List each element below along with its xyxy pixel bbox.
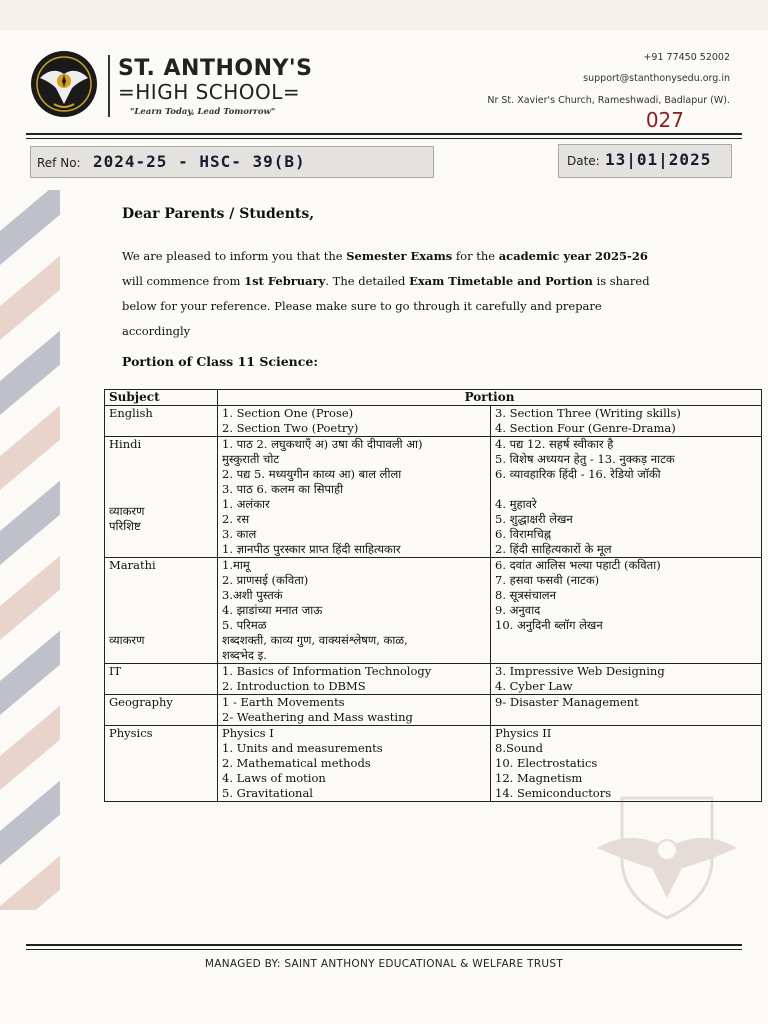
subject-cell: IT: [105, 664, 218, 695]
subject-name: Hindi: [109, 437, 142, 451]
portion-item: 1. Section One (Prose): [222, 406, 354, 420]
portion-item: 4. Cyber Law: [495, 679, 573, 693]
portion-item: 5. विशेष अध्ययन हेतु - 13. नुक्कड़ नाटक: [495, 452, 675, 466]
portion-item: 8.Sound: [495, 741, 543, 755]
portion-item: 2. प्राणसई (कविता): [222, 573, 309, 587]
portion-item: 2. पद्य 5. मध्ययुगीन काव्य आ) बाल लीला: [222, 467, 402, 481]
date-label: Date:: [567, 154, 600, 168]
portion-item: 6. व्यावहारिक हिंदी - 16. रेडियो जॉकी: [495, 467, 661, 481]
table-header-row: [105, 390, 762, 406]
school-tagline: "Learn Today, Lead Tomorrow": [130, 107, 276, 117]
portion-item: 10. Electrostatics: [495, 756, 598, 770]
body-bold: 1st February: [244, 274, 326, 288]
portion-table: [104, 389, 762, 802]
portion-item: 9- Disaster Management: [495, 695, 639, 709]
body-text: will commence from: [122, 274, 245, 288]
subject-subsection: परिशिष्ट: [109, 519, 141, 533]
portion-left-cell: [218, 558, 491, 664]
portion-item: 4. झाडांच्या मनात जाऊ: [222, 603, 323, 617]
body-text: is shared below for your reference. Please make sure to go through it carefully and prepare accordingly: [122, 274, 650, 338]
portion-item: 1.मामू: [222, 558, 250, 572]
portion-title: Portion of Class 11 Science:: [122, 354, 318, 369]
portion-item: 5. परिमळ: [222, 618, 267, 632]
portion-item: 6. दवांत आलिस भल्या पहाटी (कविता): [495, 558, 661, 572]
portion-item: 14. Semiconductors: [495, 786, 612, 800]
body-text: . The detailed: [325, 274, 410, 288]
portion-item: 9. अनुवाद: [495, 603, 541, 617]
portion-left-cell: [218, 726, 491, 802]
portion-item: 3. Impressive Web Designing: [495, 664, 665, 678]
footer-rule-bottom: [26, 949, 742, 950]
portion-left-cell: [218, 406, 491, 437]
portion-item: शब्दभेद इ.: [222, 648, 267, 662]
date-value: 13|01|2025: [605, 150, 712, 169]
portion-item: 2. रस: [222, 512, 250, 526]
portion-item: मुस्कुराती चोट: [222, 452, 280, 466]
header-rule-bottom: [26, 138, 742, 139]
subject-cell: Geography: [105, 695, 218, 726]
portion-item: शब्दशक्ती, काव्य गुण, वाक्यसंश्लेषण, काळ,: [222, 633, 408, 647]
portion-left-cell: [218, 695, 491, 726]
portion-item: Physics II: [495, 726, 552, 740]
portion-item: 10. अनुदिनी ब्लॉग लेखन: [495, 618, 603, 632]
portion-item: 1. Basics of Information Technology: [222, 664, 432, 678]
letter-body: [122, 244, 670, 344]
portion-item: 3. पाठ 6. कलम का सिपाही: [222, 482, 344, 496]
ref-value: 2024-25 - HSC- 39(B): [93, 152, 306, 171]
spacer: [495, 482, 757, 497]
ref-label: Ref No:: [37, 156, 81, 170]
portion-item: 5. Gravitational: [222, 786, 313, 800]
portion-item: 2. हिंदी साहित्यकारों के मूल: [495, 542, 612, 556]
portion-item: 1. Units and measurements: [222, 741, 383, 755]
body-bold: academic year 2025-26: [498, 249, 648, 263]
portion-item: Physics I: [222, 726, 274, 740]
table-row: [105, 406, 762, 437]
body-bold: Exam Timetable and Portion: [409, 274, 593, 288]
portion-item: 4. मुहावरे: [495, 497, 537, 511]
body-text: We are pleased to inform you that the: [122, 249, 347, 263]
reference-box: [30, 146, 434, 178]
header-rule-top: [26, 133, 742, 135]
subject-subsection: व्याकरण: [109, 504, 145, 518]
portion-item: 4. Laws of motion: [222, 771, 326, 785]
school-name-line2: =HIGH SCHOOL=: [118, 80, 301, 104]
footer-rule-top: [26, 944, 742, 946]
letter-greeting: Dear Parents / Students,: [122, 206, 315, 222]
portion-item: 7. हसवा फसवी (नाटक): [495, 573, 600, 587]
portion-item: 4. पद्य 12. सहर्ष स्वीकार है: [495, 437, 614, 451]
table-row: [105, 437, 762, 558]
table-row: [105, 664, 762, 695]
school-address: Nr St. Xavier's Church, Rameshwadi, Badlapur (W).: [487, 95, 730, 106]
portion-item: 2. Section Two (Poetry): [222, 421, 359, 435]
portion-item: 8. सूत्रसंचालन: [495, 588, 556, 602]
watermark-emblem-icon: [592, 788, 742, 928]
portion-right-cell: [491, 695, 762, 726]
portion-item: 1. ज्ञानपीठ पुरस्कार प्राप्त हिंदी साहित्यकार: [222, 542, 401, 556]
portion-item: 2. Introduction to DBMS: [222, 679, 366, 693]
subject-cell: [105, 558, 218, 664]
date-box: [558, 144, 732, 178]
header-subject: Subject: [105, 390, 218, 406]
subject-cell: English: [105, 406, 218, 437]
table-row: [105, 695, 762, 726]
subject-cell: [105, 437, 218, 558]
portion-item: 3.अशी पुस्तकं: [222, 588, 283, 602]
portion-left-cell: [218, 437, 491, 558]
decorative-stripes: [0, 190, 60, 910]
portion-item: 3. काल: [222, 527, 257, 541]
portion-right-cell: [491, 437, 762, 558]
portion-item: 5. शुद्धाक्षरी लेखन: [495, 512, 573, 526]
phone-number: +91 77450 52002: [643, 52, 730, 63]
portion-item: 1. अलंकार: [222, 497, 270, 511]
subject-name: Marathi: [109, 558, 156, 572]
portion-item: 2. Mathematical methods: [222, 756, 371, 770]
portion-item: 12. Magnetism: [495, 771, 583, 785]
portion-right-cell: [491, 406, 762, 437]
header-divider: [108, 55, 110, 117]
email-address: support@stanthonysedu.org.in: [583, 73, 730, 84]
body-text: for the: [452, 249, 499, 263]
body-bold: Semester Exams: [346, 249, 453, 263]
header-portion: Portion: [218, 390, 762, 406]
portion-left-cell: [218, 664, 491, 695]
footer-text: MANAGED BY: SAINT ANTHONY EDUCATIONAL & WELFARE TRUST: [204, 958, 564, 970]
school-logo-icon: [28, 48, 100, 120]
serial-number: 027: [645, 108, 684, 132]
table-row: [105, 558, 762, 664]
portion-right-cell: [491, 664, 762, 695]
portion-item: 3. Section Three (Writing skills): [495, 406, 681, 420]
portion-item: 4. Section Four (Genre-Drama): [495, 421, 676, 435]
subject-cell: Physics: [105, 726, 218, 802]
subject-subsection: व्याकरण: [109, 633, 145, 647]
portion-item: 1 - Earth Movements: [222, 695, 345, 709]
school-name-line1: ST. ANTHONY'S: [118, 56, 313, 81]
portion-item: 2- Weathering and Mass wasting: [222, 710, 413, 724]
portion-item: 1. पाठ 2. लघुकथाएँ अ) उषा की दीपावली आ): [222, 437, 423, 451]
portion-right-cell: [491, 558, 762, 664]
portion-item: 6. विरामचिह्न: [495, 527, 551, 541]
